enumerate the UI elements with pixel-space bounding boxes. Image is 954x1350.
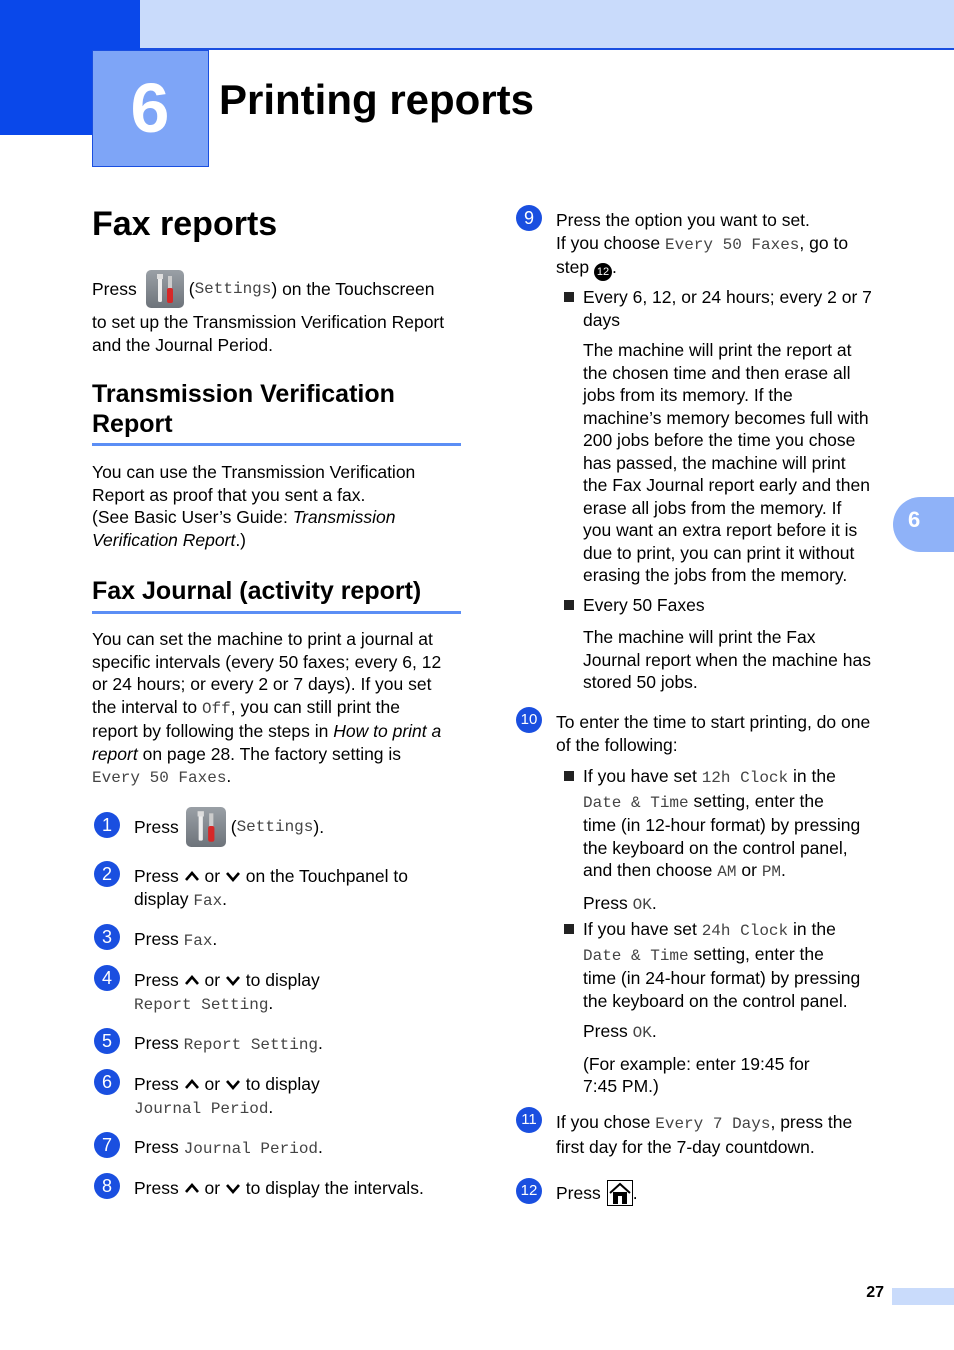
step-11-line2: first day for the 7-day countdown.	[556, 1136, 815, 1157]
settings-icon[interactable]	[146, 270, 184, 308]
intro-press: Press	[92, 278, 137, 299]
step-8-number: 8	[94, 1173, 120, 1199]
opt24-mono1: 24h Clock	[701, 922, 789, 940]
body-line: 200 jobs before the time you chose	[583, 430, 856, 450]
option-12h	[583, 765, 860, 916]
chevron-up-icon[interactable]	[184, 1077, 200, 1091]
step-1-press: Press	[134, 816, 179, 837]
body-line: The machine will print the Fax	[583, 627, 816, 647]
chapter-title: Printing reports	[219, 76, 535, 123]
option-50-faxes-title: Every 50 Faxes	[583, 595, 705, 615]
step-8	[134, 1177, 424, 1200]
step-12-press: Press	[556, 1182, 601, 1203]
opt12-mono1: 12h Clock	[701, 769, 789, 787]
opt12-line4: the keyboard on the control panel,	[583, 837, 848, 858]
intro-paragraph: Press ( Settings ) on the Touchscreen to set up the Transmission Verification Report and the Journal Period.	[92, 270, 472, 356]
step-2-line2: display	[134, 888, 189, 909]
step-9-line2a: If you choose	[556, 232, 661, 253]
opt12-ok: OK	[632, 895, 652, 914]
option-24h	[583, 918, 860, 1098]
step-10-line1: To enter the time to start printing, do one	[556, 712, 871, 732]
opt12-line5-end: .	[781, 860, 786, 880]
opt12-a: If you have set	[583, 766, 697, 786]
option-hours-days-title2: days	[583, 309, 620, 330]
step-9	[556, 209, 848, 281]
home-icon[interactable]	[607, 1180, 633, 1206]
fj-line6: on page 28. The factory setting is	[142, 743, 402, 764]
opt12-am: AM	[717, 863, 737, 881]
fj-default: Every 50 Faxes	[92, 769, 227, 787]
chevron-down-icon[interactable]	[225, 973, 241, 987]
tvr-paragraph	[92, 461, 472, 551]
step-12	[556, 1179, 638, 1207]
step-6-end: .	[268, 1096, 274, 1117]
step-7-press: Press	[134, 1137, 179, 1157]
fj-paragraph	[92, 628, 472, 790]
step-2-number: 2	[94, 861, 120, 887]
fj-rule	[92, 611, 461, 614]
opt24-example2: 7:45 PM.)	[583, 1076, 659, 1096]
fj-off: Off	[201, 699, 231, 718]
step-1-settings: Settings	[236, 817, 314, 836]
step-3-end: .	[212, 929, 218, 949]
step-4-number: 4	[94, 965, 120, 991]
tvr-line1: You can use the Transmission Verification	[92, 462, 416, 482]
option-50-faxes-body	[583, 626, 871, 694]
fj-link1[interactable]: How to print a	[333, 721, 442, 741]
step-9-line3a: step	[556, 257, 590, 277]
body-line: stored 50 jobs.	[583, 672, 698, 692]
settings-icon[interactable]	[186, 807, 226, 847]
fj-line4a: the interval to	[92, 696, 198, 717]
page-number: 27	[866, 1284, 884, 1301]
step-4-or: or	[204, 970, 221, 990]
body-line: The machine will print the report at	[583, 340, 852, 360]
step-1: Press ( Settings ).	[134, 806, 324, 848]
step-10-line2: of the following:	[556, 734, 678, 755]
step-2-tail: on the Touchpanel to	[245, 866, 408, 886]
step-9-line1: Press the option you want to set.	[556, 210, 810, 230]
step-11-mono: Every 7 Days	[655, 1115, 771, 1133]
step-3-press: Press	[134, 929, 179, 949]
opt24-line3: time (in 24-hour format) by pressing	[583, 968, 861, 988]
opt24-a: If you have set	[583, 919, 697, 939]
fj-link2[interactable]: report	[92, 743, 138, 764]
body-line: you want an extra report before it is	[583, 520, 858, 540]
step-8-tail: to display the intervals.	[245, 1178, 424, 1198]
step-ref-badge: 12	[594, 263, 612, 281]
tvr-line4-end: .)	[235, 529, 247, 550]
step-7	[134, 1136, 323, 1161]
chevron-up-icon[interactable]	[184, 973, 200, 987]
fj-line1: You can set the machine to print a journal at	[92, 629, 433, 649]
step-5-press: Press	[134, 1033, 179, 1053]
step-5-number: 5	[94, 1028, 120, 1054]
step-9-line2b: , go to	[799, 232, 849, 253]
body-line: erase all jobs from the memory. If	[583, 497, 842, 518]
step-9-mono: Every 50 Faxes	[664, 235, 800, 254]
step-5-end: .	[318, 1033, 323, 1053]
step-11-number: 11	[516, 1107, 542, 1133]
opt12-b: in the	[793, 766, 836, 786]
step-2-end: .	[222, 888, 228, 909]
step-10-number: 10	[516, 707, 542, 733]
bullet-marker	[564, 924, 574, 934]
fj-heading: Fax Journal (activity report)	[92, 577, 422, 605]
header-light-band	[140, 0, 954, 50]
side-chapter-tab[interactable]	[893, 497, 954, 552]
chevron-up-icon[interactable]	[184, 1181, 200, 1195]
fj-line7-end: .	[226, 766, 232, 786]
step-6-tail: to display	[245, 1074, 320, 1094]
step-12-end: .	[632, 1182, 638, 1203]
chapter-number: 6	[130, 69, 170, 147]
step-6-mono: Journal Period	[134, 1099, 269, 1118]
opt24-line4: the keyboard on the control panel.	[583, 990, 848, 1011]
body-line: the Fax Journal report early and then	[583, 475, 870, 495]
step-2-or: or	[204, 866, 221, 886]
body-line: jobs from its memory. If the	[583, 385, 793, 405]
body-line: erasing the jobs from the memory.	[583, 565, 848, 585]
tvr-rule	[92, 443, 461, 446]
step-11	[556, 1111, 852, 1158]
body-line: machine’s memory becomes full with	[583, 407, 869, 428]
side-chapter-tab-label: 6	[908, 507, 921, 532]
opt24-c: setting, enter the	[693, 943, 824, 964]
step-6	[134, 1073, 320, 1120]
step-8-press: Press	[134, 1178, 179, 1198]
step-4-end: .	[268, 992, 274, 1013]
opt24-ok: OK	[632, 1024, 652, 1042]
step-7-end: .	[318, 1137, 323, 1157]
opt12-end: .	[651, 892, 657, 913]
opt12-press: Press	[583, 892, 628, 913]
body-line: the chosen time and then erase all	[583, 362, 851, 383]
step-1-end: ).	[313, 816, 325, 837]
opt12-line5: and then choose	[583, 860, 713, 880]
tvr-heading-line2: Report	[92, 410, 173, 438]
step-1-number: 1	[94, 812, 120, 838]
intro-line2: to set up the Transmission Verification Report	[92, 312, 445, 332]
option-hours-days-body	[583, 339, 870, 587]
chevron-down-icon[interactable]	[225, 869, 241, 883]
tvr-link2[interactable]: Verification Report	[92, 529, 236, 550]
section-heading: Fax reports	[92, 205, 278, 243]
step-6-number: 6	[94, 1069, 120, 1095]
step-5-mono: Report Setting	[183, 1036, 319, 1054]
step-5	[134, 1032, 323, 1057]
step-8-or: or	[204, 1178, 221, 1198]
step-2-mono: Fax	[193, 891, 223, 910]
tvr-link1[interactable]: Transmission	[292, 507, 396, 527]
opt24-example1: (For example: enter 19:45 for	[583, 1053, 810, 1074]
tvr-line3: (See Basic User’s Guide:	[92, 507, 288, 527]
body-line: has passed, the machine will print	[583, 452, 846, 473]
opt24-mono2: Date & Time	[583, 946, 689, 965]
tvr-heading	[92, 379, 395, 439]
opt24-b: in the	[793, 919, 836, 939]
fj-line3: or 24 hours; or every 2 or 7 days). If you set	[92, 674, 432, 694]
step-4	[134, 969, 320, 1016]
step-4-tail: to display	[245, 970, 320, 990]
bullet-marker	[564, 600, 574, 610]
step-9-number: 9	[516, 205, 542, 231]
opt24-press: Press	[583, 1021, 628, 1041]
step-4-mono: Report Setting	[134, 995, 269, 1014]
fj-line5a: report by following the steps in	[92, 721, 329, 741]
chevron-up-icon[interactable]	[184, 869, 200, 883]
tvr-line2: Report as proof that you sent a fax.	[92, 484, 366, 505]
step-2-press: Press	[134, 866, 179, 886]
step-12-number: 12	[516, 1178, 542, 1204]
opt12-mono2: Date & Time	[583, 793, 689, 812]
step-4-press: Press	[134, 970, 179, 990]
bullet-marker	[564, 771, 574, 781]
option-hours-days-title1: Every 6, 12, or 24 hours; every 2 or 7	[583, 287, 872, 307]
opt12-or: or	[741, 860, 757, 880]
intro-settings: Settings	[194, 279, 272, 298]
chevron-down-icon[interactable]	[225, 1181, 241, 1195]
step-3-number: 3	[94, 924, 120, 950]
step-9-line3-end: .	[611, 257, 617, 277]
step-6-press: Press	[134, 1074, 179, 1094]
step-3	[134, 928, 217, 953]
intro-rest: ) on the Touchscreen	[271, 278, 435, 299]
step-3-mono: Fax	[183, 932, 213, 950]
opt12-pm: PM	[761, 863, 782, 881]
step-6-or: or	[204, 1074, 221, 1094]
fj-line4b: , you can still print the	[230, 696, 400, 717]
fj-line2: specific intervals (every 50 faxes; every 6, 12	[92, 651, 442, 672]
step-7-mono: Journal Period	[183, 1140, 319, 1158]
footer-bar	[892, 1288, 954, 1305]
tvr-heading-line1: Transmission Verification	[92, 380, 395, 408]
step-11-b: , press the	[770, 1112, 853, 1132]
option-hours-days	[583, 286, 872, 331]
opt12-c: setting, enter the	[693, 790, 824, 811]
step-11-a: If you chose	[556, 1112, 651, 1132]
body-line: Journal report when the machine has	[583, 649, 871, 670]
opt12-line3: time (in 12-hour format) by pressing	[583, 815, 861, 835]
intro-line3: and the Journal Period.	[92, 334, 273, 355]
opt24-end: .	[651, 1021, 657, 1041]
chevron-down-icon[interactable]	[225, 1077, 241, 1091]
step-10	[556, 711, 870, 756]
step-2	[134, 865, 408, 912]
step-7-number: 7	[94, 1132, 120, 1158]
body-line: due to print, you can print it without	[583, 542, 855, 563]
bullet-marker	[564, 292, 574, 302]
